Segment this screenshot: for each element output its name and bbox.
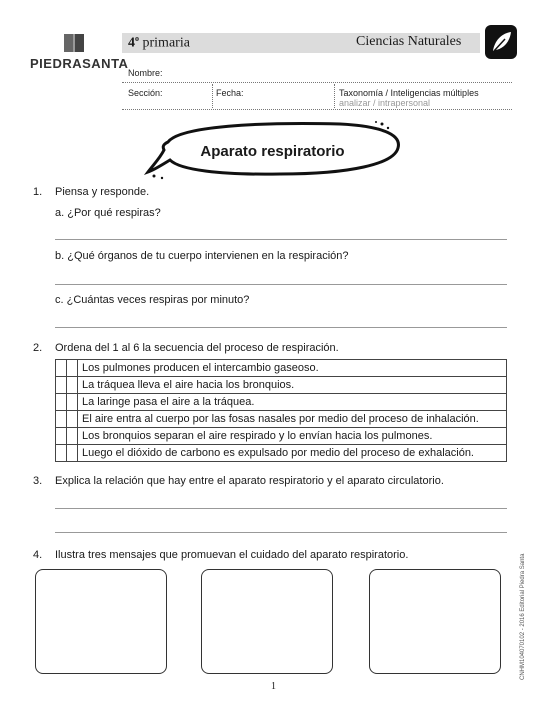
answer-line[interactable] bbox=[55, 239, 507, 240]
drawing-box[interactable] bbox=[35, 569, 167, 674]
sequence-text: Luego el dióxido de carbono es expulsado por medio del proceso de exhalación. bbox=[78, 445, 507, 462]
order-box[interactable] bbox=[67, 377, 78, 394]
nombre-field[interactable] bbox=[122, 82, 512, 83]
order-box[interactable] bbox=[56, 377, 67, 394]
q1c-text: c. ¿Cuántas veces respiras por minuto? bbox=[55, 294, 250, 306]
page-title: Aparato respiratorio bbox=[200, 143, 345, 160]
sequence-text: Los pulmones producen el intercambio gaseoso. bbox=[78, 360, 507, 377]
divider bbox=[212, 84, 213, 108]
order-box[interactable] bbox=[56, 360, 67, 377]
drawing-box[interactable] bbox=[201, 569, 333, 674]
q3-text: Explica la relación que hay entre el aparato respiratorio y el aparato circulatorio. bbox=[55, 475, 444, 487]
order-box[interactable] bbox=[56, 394, 67, 411]
order-box[interactable] bbox=[56, 411, 67, 428]
seccion-label: Sección: bbox=[128, 88, 163, 98]
sequence-table bbox=[55, 359, 507, 462]
taxonomia-label: Taxonomía / Inteligencias múltiples bbox=[339, 88, 479, 98]
answer-line[interactable] bbox=[55, 327, 507, 328]
book-logo-icon bbox=[63, 32, 85, 54]
order-box[interactable] bbox=[67, 360, 78, 377]
table-row bbox=[56, 411, 507, 428]
copyright-text: CNHM104070102 - 2016 Editorial Piedra Santa bbox=[520, 553, 526, 680]
table-row bbox=[56, 445, 507, 462]
sequence-text: Los bronquios separan el aire respirado y lo envían hacia los pulmones. bbox=[78, 428, 507, 445]
q2-number: 2. bbox=[33, 342, 43, 354]
page-number: 1 bbox=[271, 681, 276, 692]
q4-text: Ilustra tres mensajes que promuevan el cuidado del aparato respiratorio. bbox=[55, 549, 409, 561]
leaf-icon bbox=[485, 25, 517, 59]
table-row bbox=[56, 394, 507, 411]
order-box[interactable] bbox=[67, 445, 78, 462]
q1-number: 1. bbox=[33, 186, 43, 198]
q1b-text: b. ¿Qué órganos de tu cuerpo intervienen en la respiración? bbox=[55, 250, 349, 262]
order-box[interactable] bbox=[67, 394, 78, 411]
sequence-text: La tráquea lleva el aire hacia los bronquios. bbox=[78, 377, 507, 394]
sequence-text: La laringe pasa el aire a la tráquea. bbox=[78, 394, 507, 411]
order-box[interactable] bbox=[56, 428, 67, 445]
q2-text: Ordena del 1 al 6 la secuencia del proceso de respiración. bbox=[55, 342, 339, 354]
fecha-label: Fecha: bbox=[216, 88, 244, 98]
table-row bbox=[56, 428, 507, 445]
taxonomia-value: analizar / intrapersonal bbox=[339, 98, 431, 108]
grade-label: 4$^o$ primaria bbox=[128, 34, 190, 51]
divider bbox=[122, 109, 512, 110]
table-row bbox=[56, 360, 507, 377]
drawing-box[interactable] bbox=[369, 569, 501, 674]
q1a-text: a. ¿Por qué respiras? bbox=[55, 207, 161, 219]
answer-line[interactable] bbox=[55, 532, 507, 533]
q3-number: 3. bbox=[33, 475, 43, 487]
order-box[interactable] bbox=[67, 428, 78, 445]
order-box[interactable] bbox=[56, 445, 67, 462]
sequence-text: El aire entra al cuerpo por las fosas nasales por medio del proceso de inhalación. bbox=[78, 411, 507, 428]
order-box[interactable] bbox=[67, 411, 78, 428]
nombre-label: Nombre: bbox=[128, 68, 163, 78]
table-row bbox=[56, 377, 507, 394]
q4-number: 4. bbox=[33, 549, 43, 561]
q1-text: Piensa y responde. bbox=[55, 186, 150, 198]
divider bbox=[334, 84, 335, 108]
answer-line[interactable] bbox=[55, 284, 507, 285]
brand-name: PIEDRASANTA bbox=[30, 56, 129, 71]
subject-label: Ciencias Naturales bbox=[356, 34, 462, 49]
answer-line[interactable] bbox=[55, 508, 507, 509]
